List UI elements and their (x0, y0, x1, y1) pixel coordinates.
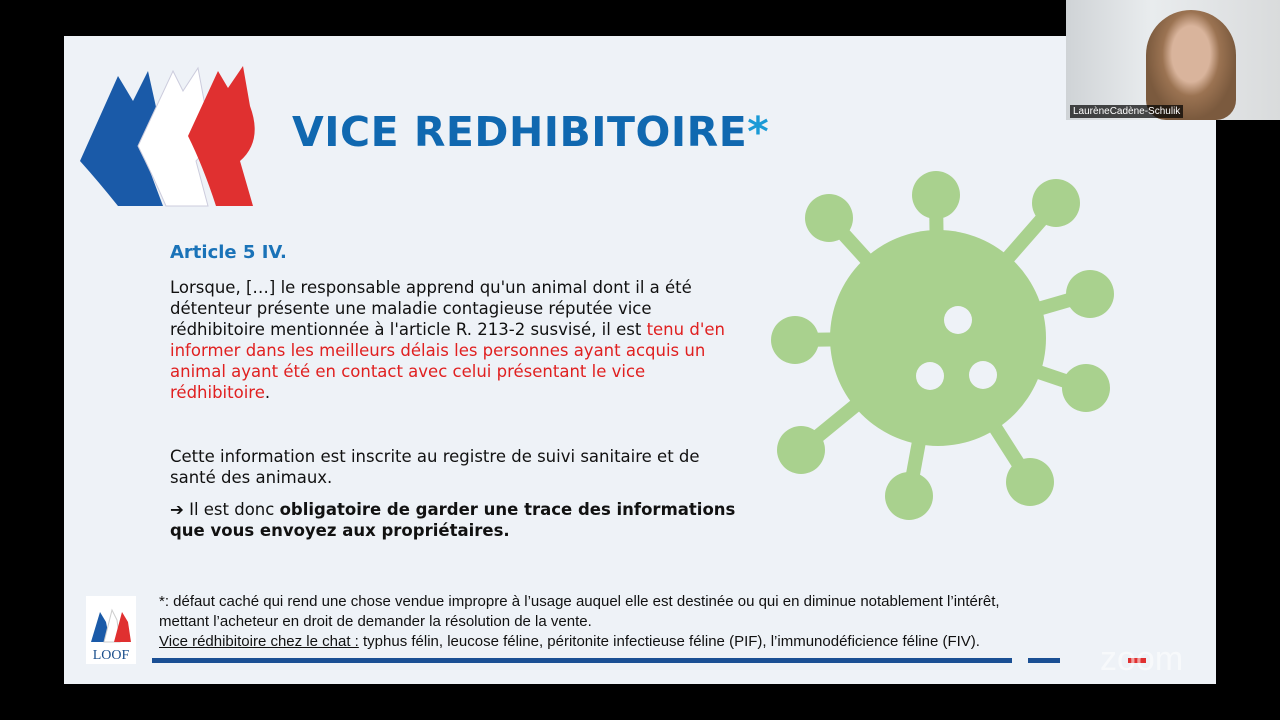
footnote: *: défaut caché qui rend une chose vendue impropre à l’usage auquel elle est destinée ou qui en diminue notablement l’intérêt, mettant l’acheteur en droit de demander la résolution de la vente. Vice rédhibitoire chez le chat : typhus félin, leucose féline, péritonite infectieuse féline (PIF), l’immunodéficience féline (FIV). (159, 593, 1000, 650)
zoom-watermark: zoom (1100, 640, 1184, 678)
conclusion-paragraph: ➔ Il est donc obligatoire de garder une trace des informations que vous envoyez aux propriétaires. (170, 500, 736, 540)
virus-spike-ball (1032, 179, 1080, 227)
virus-spike-ball (1006, 458, 1054, 506)
slide-title: VICE REDHIBITOIRE* (292, 108, 770, 156)
virus-spike-ball (771, 316, 819, 364)
article-paragraph: Lorsque, […] le responsable apprend qu'un animal dont il a été détenteur présente une maladie contagieuse réputée vice rédhibitoire mentionnée à l'article R. 213-2 susvisé, il est tenu d'en informer dans les meilleurs délais les personnes ayant acquis un animal ayant été en contact avec celui présentant le vice rédhibitoire. (170, 278, 725, 402)
virus-spike-ball (885, 472, 933, 520)
footer-bar-blue (152, 658, 1012, 663)
presentation-slide (64, 36, 1216, 684)
virus-body (830, 230, 1046, 446)
registry-paragraph: Cette information est inscrite au registre de suivi sanitaire et de santé des animaux. (170, 447, 700, 487)
loof-logo: LOOF (86, 596, 136, 664)
virus-hole (916, 362, 944, 390)
virus-icon (64, 36, 1216, 684)
virus-spike-ball (1062, 364, 1110, 412)
participant-avatar (1146, 10, 1236, 120)
virus-spike-ball (777, 426, 825, 474)
article-heading: Article 5 IV. (170, 242, 287, 263)
virus-spike-ball (1066, 270, 1114, 318)
virus-spike-ball (805, 194, 853, 242)
footer-bar-blue-short (1028, 658, 1060, 663)
virus-spike-ball (912, 171, 960, 219)
participant-video[interactable] (1066, 0, 1280, 120)
virus-hole (944, 306, 972, 334)
virus-hole (969, 361, 997, 389)
participant-name: LaurèneCadène-Schulik (1070, 105, 1183, 118)
